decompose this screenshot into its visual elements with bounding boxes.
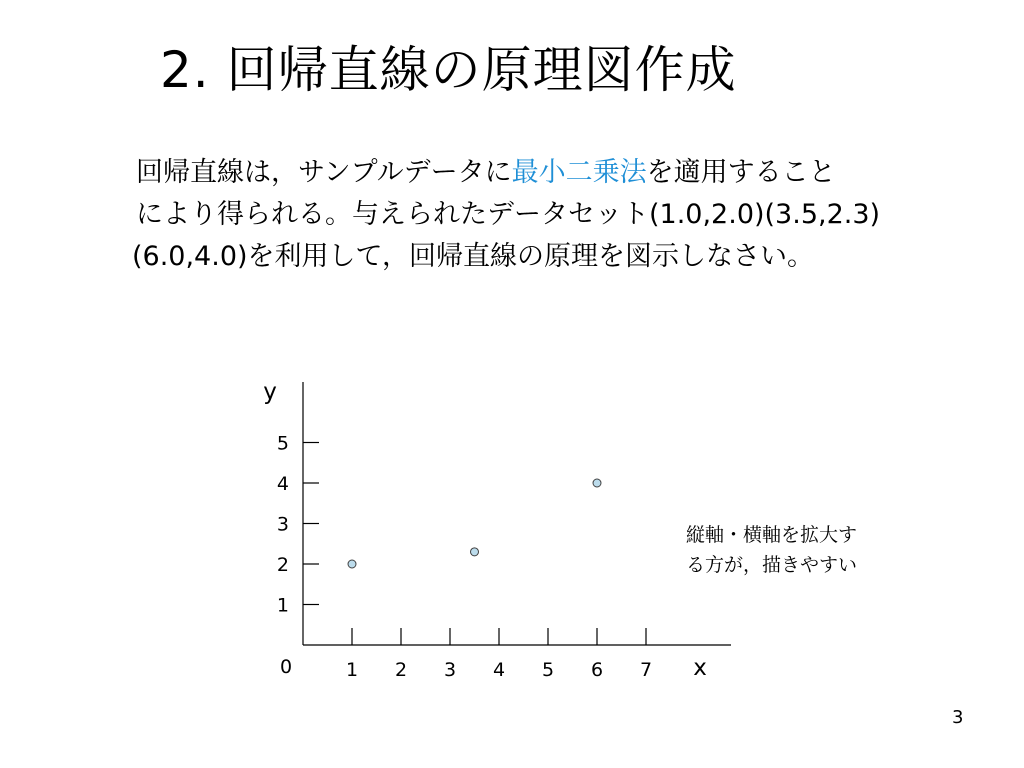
data-point <box>471 548 479 556</box>
body-line-1-end: を適用すること <box>646 157 836 188</box>
x-tick-label: 6 <box>590 659 604 681</box>
chart-axes <box>303 382 731 645</box>
y-tick-label: 3 <box>276 513 289 536</box>
x-tick-label: 7 <box>639 659 653 681</box>
body-line-1-start: 回帰直線は，サンプルデータに <box>136 157 512 188</box>
y-tick-label: 4 <box>276 473 289 495</box>
x-tick-label: 1 <box>345 659 359 681</box>
y-tick-label: 5 <box>276 432 289 455</box>
page-number: 3 <box>952 707 964 728</box>
note-line-2: る方が，描きやすい <box>686 554 858 576</box>
chart-points <box>348 479 601 568</box>
slide-title: 2. 回帰直線の原理図作成 <box>160 41 737 99</box>
data-point <box>593 479 601 487</box>
note-line-1: 縦軸・横軸を拡大す <box>686 524 858 546</box>
y-axis-label: y <box>263 379 277 405</box>
note-text <box>686 520 857 580</box>
y-tick-label: 2 <box>276 554 289 576</box>
y-tick-label: 1 <box>276 594 289 617</box>
chart-labels <box>263 379 707 681</box>
body-line-3: (6.0,4.0)を利用して，回帰直線の原理を図示しなさい。 <box>132 241 814 272</box>
x-axis-label: x <box>693 655 707 681</box>
x-tick-label: 2 <box>394 659 408 681</box>
x-tick-label: 3 <box>443 659 457 681</box>
body-line-2: により得られる。与えられたデータセット(1.0,2.0)(3.5,2.3) <box>136 199 881 230</box>
x-tick-label: 4 <box>492 659 506 681</box>
data-point <box>348 560 356 568</box>
least-squares-highlight: 最小二乗法 <box>511 157 647 188</box>
x-tick-label: 5 <box>541 659 555 681</box>
origin-label: 0 <box>279 656 293 678</box>
